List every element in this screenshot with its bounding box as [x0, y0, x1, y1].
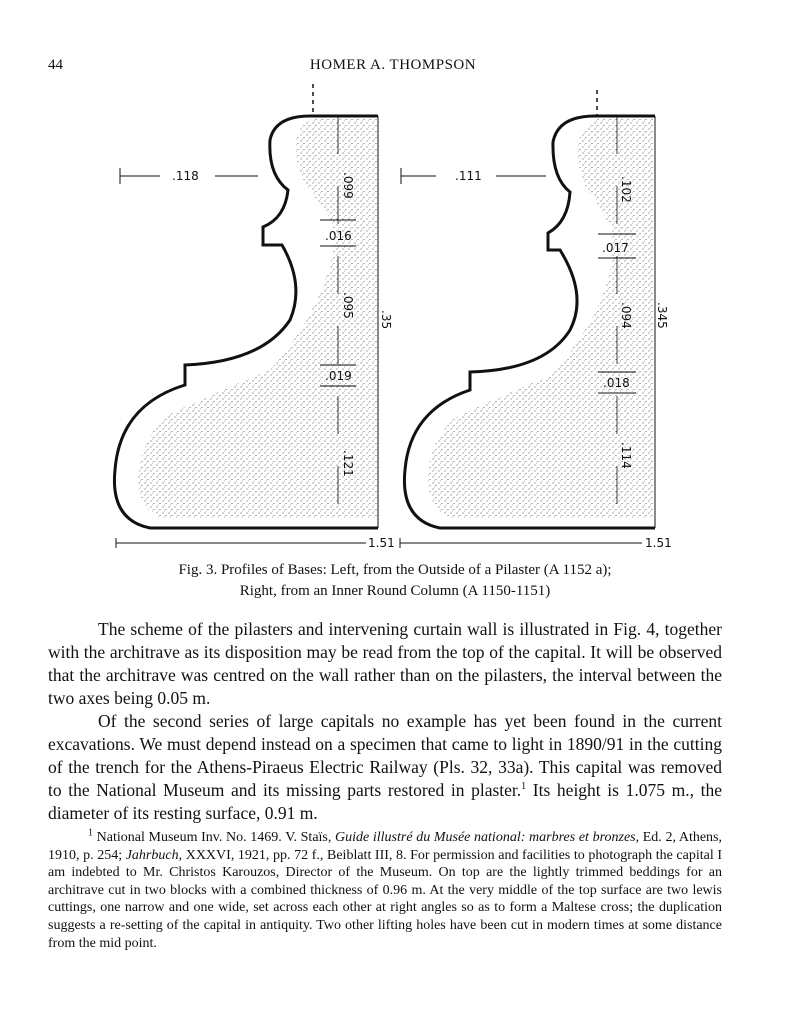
- paragraph-2-tail: Its height is 1.075 m., the diameter of its resting surface, 0.91 m.: [48, 780, 722, 823]
- left-segment-4: .019: [325, 369, 352, 383]
- footnote-ref: 1: [521, 781, 527, 793]
- footnote-part-2: , Ed. 2, Athens, 1910, p. 254;: [48, 830, 722, 863]
- left-segment-5: .121: [341, 450, 355, 477]
- right-profile: [400, 90, 672, 550]
- left-total-height: .35: [379, 310, 393, 330]
- paragraph-2: [48, 710, 722, 825]
- right-total-height: .345: [655, 302, 669, 329]
- right-segment-5: .114: [619, 442, 633, 469]
- footnote-part-1: National Museum Inv. No. 1469. V. Staïs,: [93, 830, 336, 845]
- left-projection-label: .118: [172, 169, 199, 183]
- left-segment-2: .016: [325, 229, 352, 243]
- running-head: HOMER A. THOMPSON: [309, 57, 477, 73]
- footnote: [48, 829, 722, 952]
- right-segment-3: .094: [619, 302, 633, 329]
- left-profile-stipple: [114, 116, 378, 528]
- footnote-guide-title: Guide illustré du Musée national: marbres et bronzes: [335, 830, 636, 845]
- figure-caption: [100, 560, 690, 602]
- right-base-width: 1.51: [645, 536, 672, 550]
- caption-line-2: Right, from an Inner Round Column (A 1150-1151): [239, 583, 551, 599]
- right-segment-2: .017: [602, 241, 629, 255]
- right-profile-stipple: [404, 116, 655, 528]
- left-segment-3: .095: [341, 292, 355, 319]
- body-text: [48, 618, 722, 825]
- footnote-part-3: , XXXVI, 1921, pp. 72 f., Beiblatt III, 8. For permission and facilities to photograph the capital I am indebted to Mr. Christos Karouzos, Director of the Museum. On top are the lightly trimmed beddings for an architrave cut in two blocks with a combined thickness of 0.96 m. At the very middle of the top surface are two lewis cuttings, one narrow and one wide, set across each other at right angles so as to form a Maltese cross; the duplication suggests a re-setting of the capital in antiquity. Two other lifting holes have been cut in modern times at some distance from the mid point.: [48, 847, 723, 951]
- left-base-width: 1.51: [368, 536, 395, 550]
- right-segment-4: .018: [603, 376, 630, 390]
- page-number: 44: [48, 57, 63, 73]
- left-segment-1: .099: [341, 172, 355, 199]
- right-segment-1: .102: [619, 176, 633, 203]
- caption-line-1: Fig. 3. Profiles of Bases: Left, from the Outside of a Pilaster (A 1152 a);: [178, 562, 612, 578]
- figure-base-profiles: [0, 80, 787, 550]
- footnote-journal: Jahrbuch: [125, 847, 179, 863]
- page-header: [48, 57, 738, 77]
- right-projection-label: .111: [455, 169, 482, 183]
- footnote-marker: 1: [88, 827, 93, 839]
- left-profile: [114, 84, 394, 550]
- paragraph-1: The scheme of the pilasters and intervening curtain wall is illustrated in Fig. 4, together with the architrave as its disposition may be read from the top of the capital. It will be observed that the architrave was centred on the wall rather than on the pilasters, the interval between the two axes being 0.05 m.: [48, 619, 722, 708]
- paragraph-2-main: Of the second series of large capitals no example has yet been found in the current excavations. We must depend instead on a specimen that came to light in 1890/91 in the cutting of the trench for the Athens-Piraeus Electric Railway (Pls. 32, 33a). This capital was removed to the National Museum and its missing parts restored in plaster.: [48, 711, 722, 800]
